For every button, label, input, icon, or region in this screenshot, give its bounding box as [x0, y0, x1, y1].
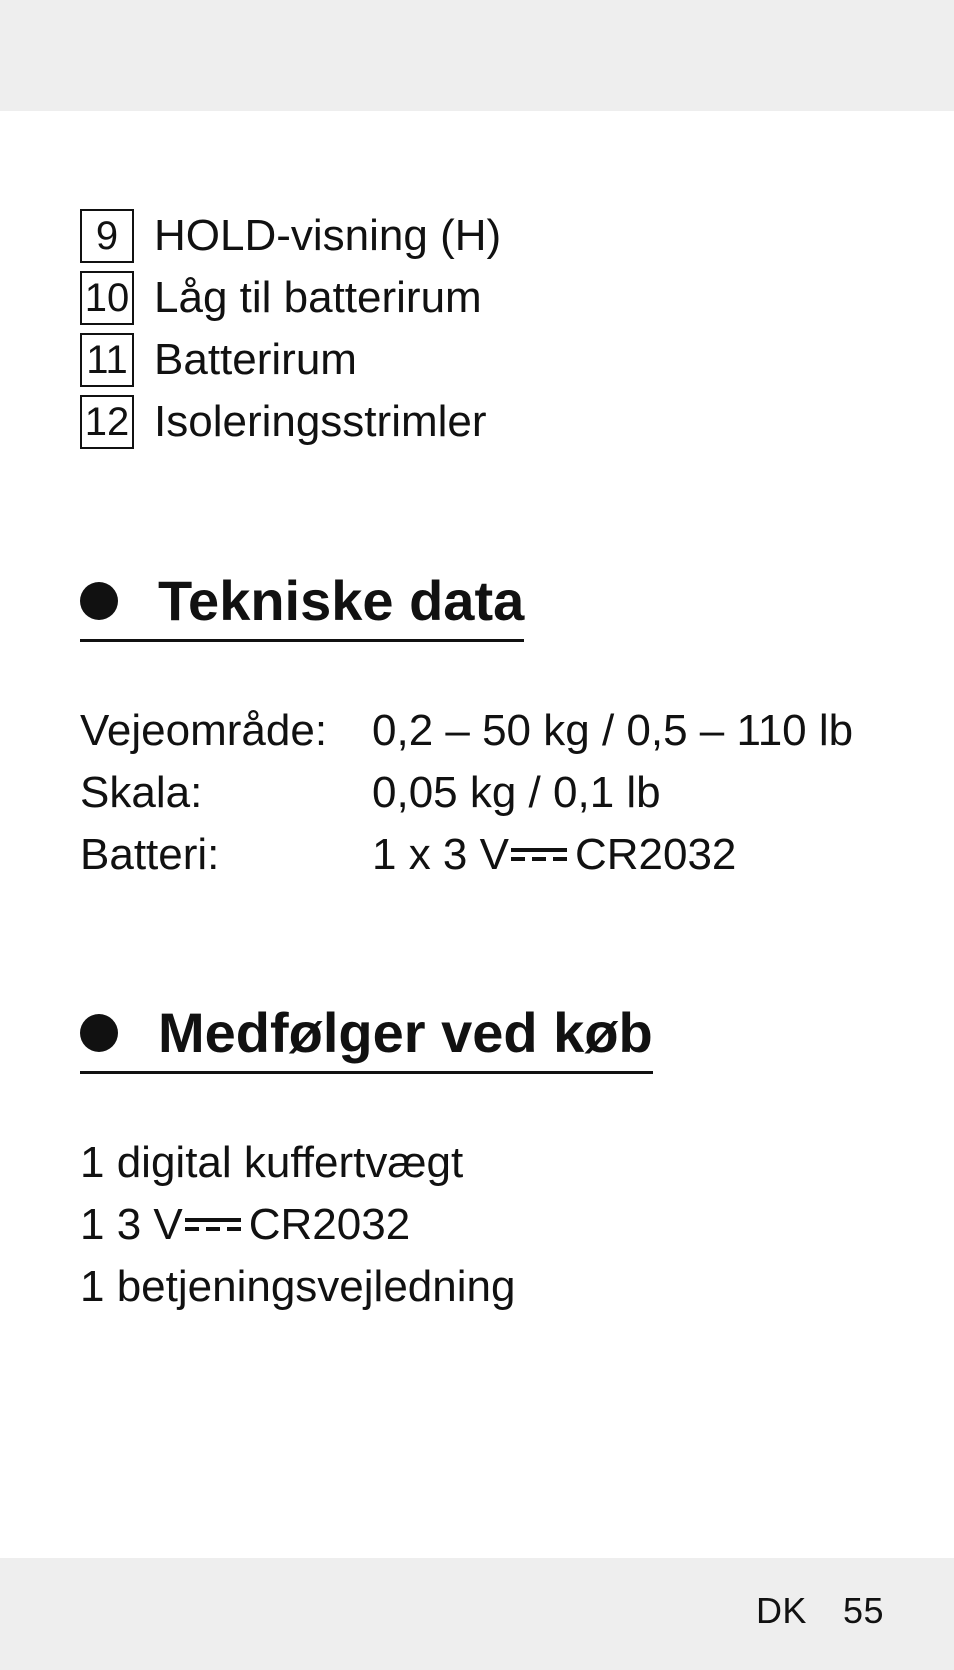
legend-label: Batterirum [154, 335, 357, 384]
legend-item [80, 267, 501, 329]
legend-number-box: 10 [80, 271, 134, 325]
legend-item [80, 391, 501, 453]
technical-data-heading [80, 568, 524, 642]
spec-key: Skala: [80, 768, 203, 817]
legend-label: Låg til batterirum [154, 273, 482, 322]
battery-type: CR2032 [574, 830, 737, 879]
battery-voltage: 1 3 V [80, 1200, 183, 1249]
list-item [80, 1194, 515, 1256]
spec-row [80, 824, 853, 886]
list-item: 1 betjeningsvejledning [80, 1262, 516, 1311]
section-title: Medfølger ved køb [158, 1001, 653, 1064]
page-number: 55 [842, 1590, 884, 1631]
section-title: Tekniske data [158, 569, 525, 632]
battery-voltage: 1 x 3 V [372, 830, 509, 879]
legend-number-box: 12 [80, 395, 134, 449]
direct-current-icon [511, 848, 567, 862]
spec-key: Vejeområde: [80, 706, 328, 755]
direct-current-icon [185, 1218, 241, 1232]
spec-key: Batteri: [80, 830, 220, 879]
spec-row [80, 762, 853, 824]
bullet-icon [80, 582, 118, 620]
included-items-heading [80, 1000, 653, 1074]
spec-table [80, 700, 853, 886]
legend-number-box: 9 [80, 209, 134, 263]
spec-value [372, 830, 736, 880]
bullet-icon [80, 1014, 118, 1052]
page-footer [756, 1590, 884, 1632]
list-item: 1 digital kuffertvægt [80, 1138, 464, 1187]
legend-item [80, 205, 501, 267]
legend-number-box: 11 [80, 333, 134, 387]
legend-label: Isoleringsstrimler [154, 397, 487, 446]
battery-type: CR2032 [248, 1200, 411, 1249]
legend-item [80, 329, 501, 391]
spec-value: 0,2 – 50 kg / 0,5 – 110 lb [372, 706, 854, 755]
included-items-list [80, 1132, 515, 1318]
spec-row [80, 700, 853, 762]
language-code: DK [755, 1590, 807, 1631]
parts-legend [80, 205, 501, 453]
spec-value: 0,05 kg / 0,1 lb [372, 768, 661, 817]
legend-label: HOLD-visning (H) [154, 211, 502, 260]
top-margin-band [0, 0, 954, 111]
